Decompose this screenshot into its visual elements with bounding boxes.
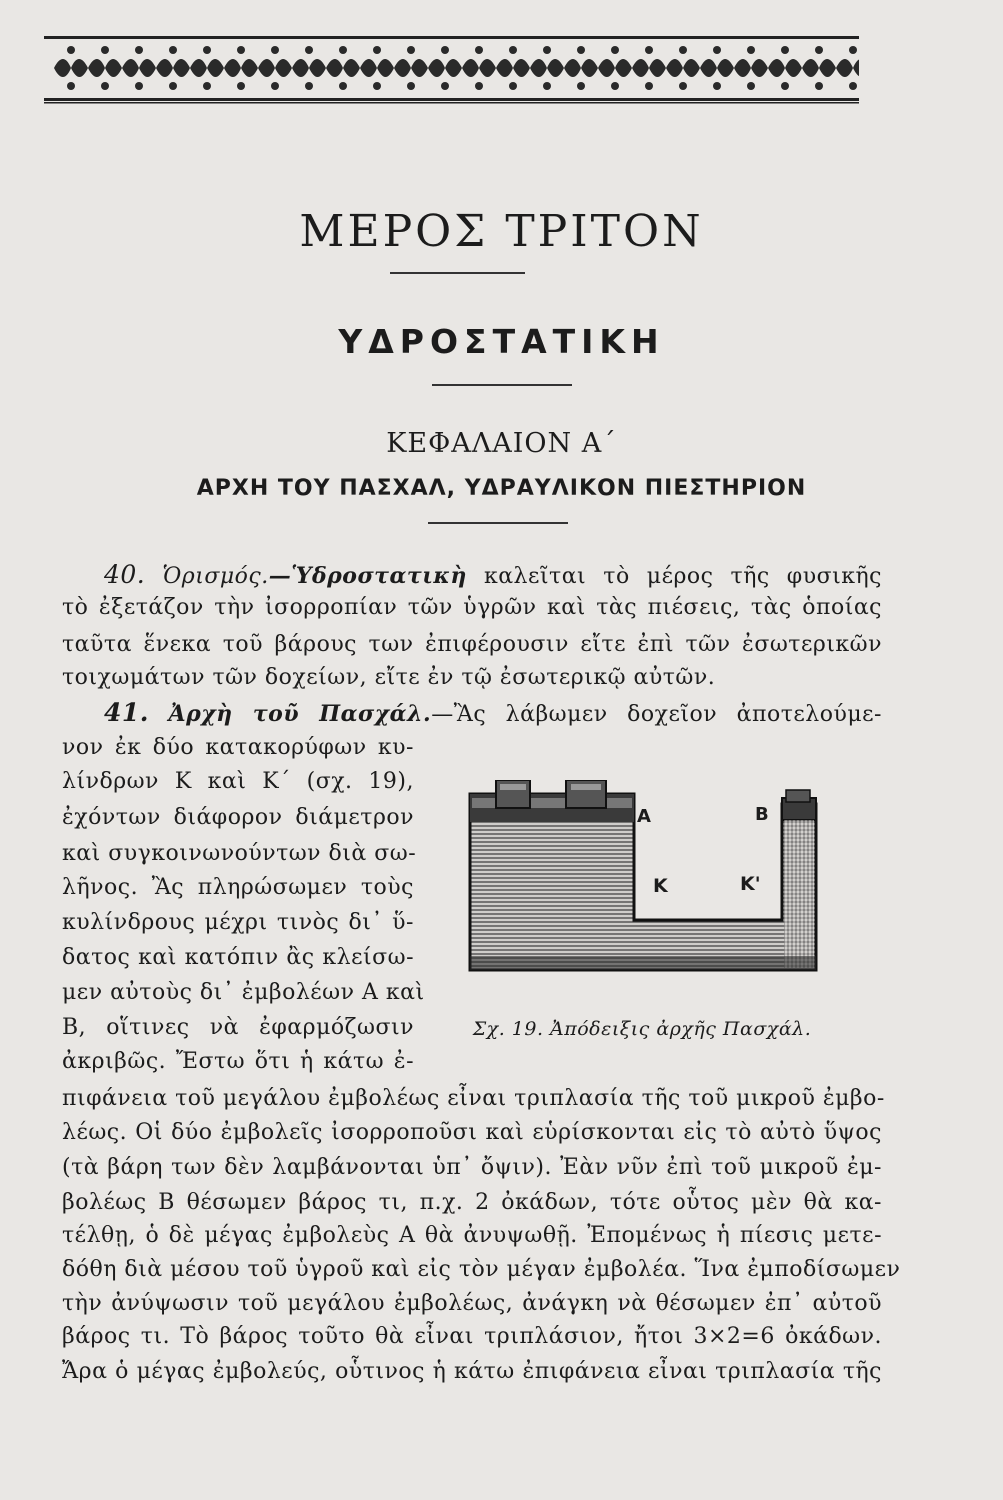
paragraph-41-line: λῆνος. Ἂς πληρώσωμεν τοὺς [62, 875, 414, 900]
ornament-dot [101, 82, 109, 90]
paragraph-40-line: τὸ ἐξετάζον τὴν ἰσορροπίαν τῶν ὑγρῶν καὶ τὰς πιέσεις, τὰς ὁποίας [62, 595, 882, 620]
fleuron-ornament [258, 59, 292, 77]
fleuron-ornament [54, 59, 88, 77]
paragraph-41-line: βάρος τι. Τὸ βάρος τοῦτο θὰ εἶναι τριπλάσιον, ἤτοι 3×2=6 ὀκάδων. [62, 1324, 882, 1349]
paragraph-41-line: Β, οἵτινες νὰ ἐφαρμόζωσιν [62, 1015, 414, 1040]
ornament-dot [339, 82, 347, 90]
ornament-dot [645, 82, 653, 90]
ornament-dot [577, 82, 585, 90]
paragraph-41-line: λίνδρων Κ καὶ Κ΄ (σχ. 19), [62, 769, 414, 794]
fleuron-ornament [462, 59, 496, 77]
fleuron-ornament [360, 59, 394, 77]
ornament-dot [747, 46, 755, 54]
fleuron-ornament [768, 59, 802, 77]
ornament-dot [237, 82, 245, 90]
ornament-dot [815, 46, 823, 54]
paragraph-41-line: τὴν ἀνύψωσιν τοῦ μεγάλου ἐμβολέως, ἀνάγκη νὰ θέσωμεν ἐπ᾽ αὐτοῦ [62, 1291, 882, 1316]
figure-label-k-prime: K' [740, 873, 761, 895]
fleuron-ornament [530, 59, 564, 77]
paragraph-41-line: κυλίνδρους μέχρι τινὸς δι᾽ ὕ- [62, 910, 414, 935]
paragraph-41-line: ἐχόντων διάφορον διάμετρον [62, 805, 414, 830]
chapter-label: ΚΕΦΑΛΑΙΟΝ Α΄ [386, 428, 617, 459]
paragraph-41-line: μεν αὐτοὺς δι᾽ ἐμβολέων Α καὶ [62, 980, 425, 1005]
ornament-dot [815, 82, 823, 90]
paragraph-41-line: (τὰ βάρη των δὲν λαμβάνονται ὑπ᾽ ὄψιν). Ἐὰν νῦν ἐπὶ τοῦ μικροῦ ἐμ- [62, 1155, 882, 1180]
paragraph-41-line: δατος καὶ κατόπιν ἂς κλείσω- [62, 945, 414, 970]
fleuron-ornament [734, 59, 768, 77]
fleuron-ornament [394, 59, 428, 77]
chapter-title: ΑΡΧΗ ΤΟΥ ΠΑΣΧΑΛ, ΥΔΡΑΥΛΙΚΟΝ ΠΙΕΣΤΗΡΙΟΝ [196, 476, 807, 501]
ornament-dot [679, 82, 687, 90]
fleuron-ornament [598, 59, 632, 77]
term-pascal-principle: Ἀρχὴ τοῦ Πασχάλ. [168, 701, 432, 727]
ornament-dot [203, 82, 211, 90]
ornament-dot [135, 46, 143, 54]
paragraph-number: 40. [104, 560, 146, 589]
paragraph-41-line: δόθη διὰ μέσου τοῦ ὑγροῦ καὶ εἰς τὸν μέγαν ἐμβολέα. Ἵνα ἐμποδίσωμεν [62, 1257, 901, 1282]
fleuron-ornament [326, 59, 360, 77]
ornament-dot [543, 82, 551, 90]
fleuron-ornament [496, 59, 530, 77]
ornament-dot [611, 46, 619, 54]
paragraph-41-line [62, 700, 882, 726]
paragraph-40-line: ταῦτα ἕνεκα τοῦ βάρους των ἐπιφέρουσιν εἴτε ἐπὶ τῶν ἐσωτερικῶν [62, 632, 882, 657]
paragraph-41-line: πιφάνεια τοῦ μεγάλου ἐμβολέως εἶναι τριπλασία τῆς τοῦ μικροῦ ἐμβο- [62, 1086, 885, 1111]
ornament-dot [373, 82, 381, 90]
ornament-dot [509, 82, 517, 90]
fleuron-ornament [156, 59, 190, 77]
ornament-dot [509, 46, 517, 54]
fleuron-ornament [564, 59, 598, 77]
ornament-dot [271, 46, 279, 54]
term-definition: Ὁρισμός. [162, 564, 269, 589]
ornament-dot [713, 82, 721, 90]
paragraph-41-line: Ἄρα ὁ μέγας ἐμβολεύς, οὗτινος ἡ κάτω ἐπιφάνεια εἶναι τριπλασία τῆς [62, 1359, 882, 1384]
paragraph-40-line [62, 562, 882, 588]
paragraph-41-line: βολέως Β θέσωμεν βάρος τι, π.χ. 2 ὀκάδων, τότε οὗτος μὲν θὰ κα- [62, 1190, 882, 1215]
paragraph-40-line: τοιχωμάτων τῶν δοχείων, εἴτε ἐν τῷ ἐσωτερικῷ αὐτῶν. [62, 665, 716, 690]
fleuron-ornament [802, 59, 836, 77]
fleuron-ornament [190, 59, 224, 77]
ornament-dot [713, 46, 721, 54]
figure-label-k: K [653, 875, 668, 897]
line-text: καλεῖται τὸ μέρος τῆς φυσικῆς [483, 564, 882, 589]
fleuron-ornament [292, 59, 326, 77]
ornament-dot [679, 46, 687, 54]
fleuron-ornament [122, 59, 156, 77]
paragraph-number: 41. [104, 698, 149, 727]
ornament-dot [135, 82, 143, 90]
fleuron-ornament [700, 59, 734, 77]
term-hydrostatics: —Ὑδροστατικὴ [268, 563, 467, 589]
fleuron-ornament [88, 59, 122, 77]
paragraph-41-line: καὶ συγκοινωνούντων διὰ σω- [62, 841, 417, 866]
ornament-dot [169, 82, 177, 90]
fleuron-ornament [632, 59, 666, 77]
paragraph-41-line: ἀκριβῶς. Ἔστω ὅτι ἡ κάτω ἐ- [62, 1049, 414, 1074]
figure-label-b: B [755, 804, 769, 825]
ornament-dot [645, 46, 653, 54]
divider-rule [428, 522, 568, 524]
fleuron-ornament [836, 59, 859, 77]
ornament-dot [169, 46, 177, 54]
ornament-dot [101, 46, 109, 54]
ornament-dot [67, 82, 75, 90]
paragraph-41-line: λέως. Οἱ δύο ἐμβολεῖς ἰσορροποῦσι καὶ εὑρίσκονται εἰς τὸ αὐτὸ ὕψος [62, 1120, 882, 1145]
fleuron-ornament [224, 59, 258, 77]
line-text: —Ἂς λάβωμεν δοχεῖον ἀποτελούμε- [431, 702, 882, 727]
ornament-dot [849, 46, 857, 54]
divider-rule [390, 272, 525, 274]
fleuron-ornament [666, 59, 700, 77]
ornament-dot [203, 46, 211, 54]
ornament-dot [305, 82, 313, 90]
paragraph-41-line: νον ἐκ δύο κατακορύφων κυ- [62, 735, 414, 760]
paragraph-41-line: τέλθῃ, ὁ δὲ μέγας ἐμβολεὺς Α θὰ ἀνυψωθῇ. Ἐπομένως ἡ πίεσις μετε- [62, 1223, 882, 1248]
ornament-dot [781, 46, 789, 54]
ornament-dot [781, 82, 789, 90]
ornament-dot [577, 46, 585, 54]
divider-rule [432, 384, 572, 386]
ornament-dot [305, 46, 313, 54]
ornament-dot [339, 46, 347, 54]
fleuron-ornament [428, 59, 462, 77]
ornament-dot [407, 82, 415, 90]
ornament-dot [271, 82, 279, 90]
ornament-dot [611, 82, 619, 90]
ornament-dot [67, 46, 75, 54]
ornament-dot [441, 46, 449, 54]
ornament-dot [373, 46, 381, 54]
ornament-dot [849, 82, 857, 90]
ornament-dot [543, 46, 551, 54]
ornament-dot [407, 46, 415, 54]
part-title: ΜΕΡΟΣ ΤΡΙΤΟΝ [299, 206, 704, 257]
section-title: ΥΔΡΟΣΤΑΤΙΚΗ [338, 322, 665, 361]
ornament-dot [475, 46, 483, 54]
figure-caption: Σχ. 19. Ἀπόδειξις ἀρχῆς Πασχάλ. [472, 1018, 812, 1040]
ornament-dot [747, 82, 755, 90]
ornament-dot [441, 82, 449, 90]
ornament-dot [475, 82, 483, 90]
ornamental-header-band [44, 28, 859, 108]
ornament-dot [237, 46, 245, 54]
figure-label-a: A [637, 806, 651, 827]
